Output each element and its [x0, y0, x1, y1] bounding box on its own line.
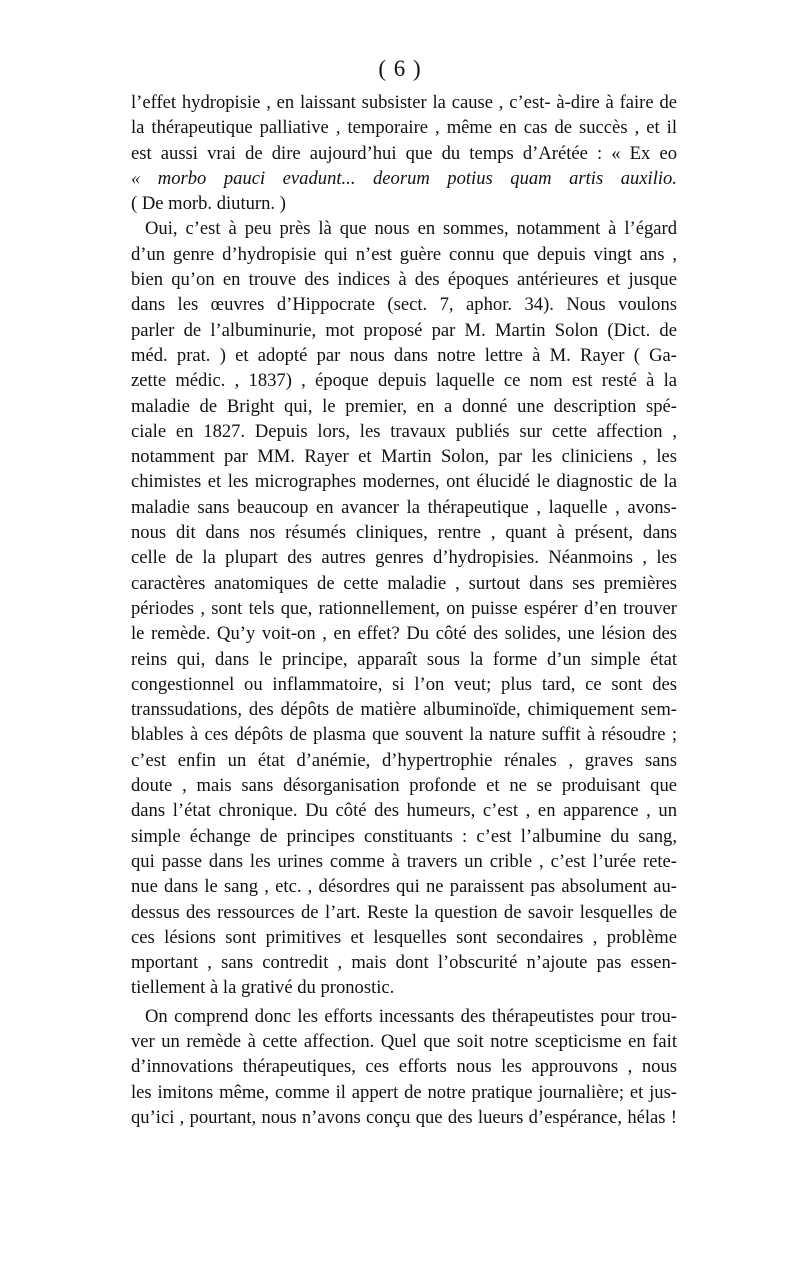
- text-line: congestionnel ou inflammatoire, si l’on veut; plus tard, ce sont des: [131, 673, 677, 695]
- text-line: ver un remède à cette affection. Quel que soit notre scepticisme en fait: [131, 1030, 677, 1052]
- text-line: le remède. Qu’y voit-on , en effet? Du côté des solides, une lésion des: [131, 623, 677, 645]
- text-line: d’un genre d’hydropisie qui n’est guère connu que depuis vingt ans ,: [131, 243, 677, 265]
- text-line: caractères anatomiques de cette maladie , surtout dans ses premières: [131, 572, 677, 594]
- paragraph-1: [131, 90, 677, 216]
- text-line: est aussi vrai de dire aujourd’hui que du temps d’Arétée : « Ex eo: [131, 142, 677, 164]
- text-line: celle de la plupart des autres genres d’hydropisies. Néanmoins , les: [131, 547, 677, 569]
- text-line: notamment par MM. Rayer et Martin Solon, par les cliniciens , les: [131, 446, 677, 468]
- text-line: d’innovations thérapeutiques, ces efforts nous les approuvons , nous: [131, 1056, 677, 1078]
- text-line: ces lésions sont primitives et lesquelles sont secondaires , problème: [131, 926, 677, 948]
- text-line: « morbo pauci evadunt... deorum potius quam artis auxilio.: [131, 167, 677, 189]
- text-line: tiellement à la grativé du pronostic.: [131, 977, 395, 999]
- text-line: bien qu’on en trouve des indices à des époques antérieures et jusque: [131, 269, 677, 291]
- text-line: l’effet hydropisie , en laissant subsister la cause , c’est- à-dire à faire de: [131, 92, 677, 113]
- text-line: qu’ici , pourtant, nous n’avons conçu que des lueurs d’espérance, hélas !: [131, 1106, 677, 1128]
- text-line: On comprend donc les efforts incessants des thérapeutistes pour trou-: [145, 1005, 677, 1027]
- text-line: qui passe dans les urines comme à travers un crible , c’est l’urée rete-: [131, 850, 677, 872]
- text-line: doute , mais sans désorganisation profonde et ne se produisant que: [131, 775, 677, 797]
- text-line: maladie de Bright qui, le premier, en a donné une description spé-: [131, 395, 677, 417]
- text-line: nue dans le sang , etc. , désordres qui ne paraissent pas absolument au-: [131, 876, 677, 898]
- text-line: dans l’état chronique. Du côté des humeurs, c’est , en apparence , un: [131, 800, 677, 822]
- text-line: dessus des ressources de l’art. Reste la question de savoir lesquelles de: [131, 901, 677, 923]
- body-text: [131, 90, 677, 1130]
- text-line: ciale en 1827. Depuis lors, les travaux publiés sur cette affection ,: [131, 420, 677, 442]
- text-line: la thérapeutique palliative , temporaire , même en cas de succès , et il: [131, 117, 677, 139]
- paragraph-3: [131, 1004, 677, 1130]
- text-line: parler de l’albuminurie, mot proposé par M. Martin Solon (Dict. de: [131, 319, 677, 341]
- text-line: zette médic. , 1837) , époque depuis laquelle ce nom est resté à la: [131, 370, 677, 392]
- text-line: reins qui, dans le principe, apparaît sous la forme d’un simple état: [131, 648, 677, 670]
- text-line: périodes , sont tels que, rationnellement, on puisse espérer d’en trouver: [131, 597, 677, 619]
- text-line: transsudations, des dépôts de matière albuminoïde, chimiquement sem-: [131, 699, 677, 721]
- text-line: maladie sans beaucoup en avancer la thérapeutique , laquelle , avons-: [131, 496, 677, 518]
- text-line: blables à ces dépôts de plasma que souvent la nature suffit à résoudre ;: [131, 724, 677, 746]
- paragraph-2: [131, 216, 677, 1000]
- text-line: dans les œuvres d’Hippocrate (sect. 7, aphor. 34). Nous voulons: [131, 294, 677, 316]
- text-line: ( De morb. diuturn. ): [131, 193, 286, 215]
- text-line: c’est enfin un état d’anémie, d’hypertrophie rénales , graves sans: [131, 749, 677, 771]
- text-line: méd. prat. ) et adopté par nous dans notre lettre à M. Rayer ( Ga-: [131, 344, 677, 366]
- text-line: chimistes et les micrographes modernes, ont élucidé le diagnostic de la: [131, 471, 677, 493]
- text-line: les imitons même, comme il appert de notre pratique journalière; et jus-: [131, 1081, 677, 1103]
- text-line: Oui, c’est à peu près là que nous en sommes, notamment à l’égard: [145, 218, 677, 240]
- text-line: simple échange de principes constituants : c’est l’albumine du sang,: [131, 825, 677, 847]
- text-line: mportant , sans contredit , mais dont l’obscurité n’ajoute pas essen-: [131, 952, 677, 974]
- text-line: nous dit dans nos résumés cliniques, rentre , quant à présent, dans: [131, 522, 677, 544]
- page-number: ( 6 ): [378, 56, 422, 81]
